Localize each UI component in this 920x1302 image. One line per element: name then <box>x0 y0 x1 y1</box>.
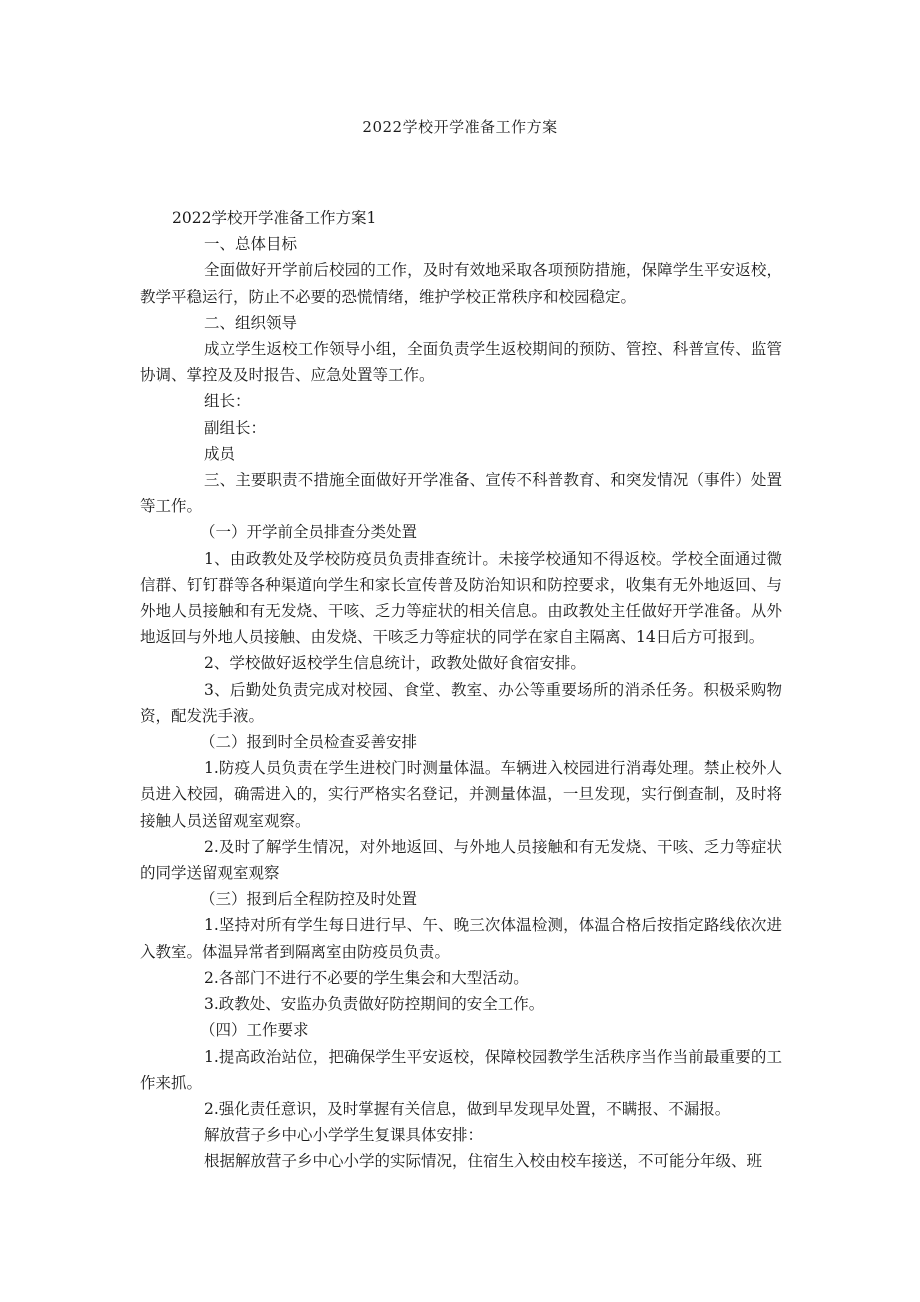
paragraph: 1.提高政治站位，把确保学生平安返校，保障校园教学生活秩序当作当前最重要的工作来抓。 <box>140 1047 782 1092</box>
paragraph: 1、由政教处及学校防疫员负责排查统计。未接学校通知不得返校。学校全面通过微信群、钉钉群等各种渠道向学生和家长宣传普及防治知识和防控要求，收集有无外地返回、与外地人员接触和有无发烧、干咳、乏力等症状的相关信息。由政教处主任做好开学准备。从外地返回与外地人员接触、由发烧、干咳乏力等症状的同学在家自主隔离、14日后方可报到。 <box>140 549 782 647</box>
paragraph: 三、主要职责不措施全面做好开学准备、宣传不科普教育、和突发情况（事件）处置等工作。 <box>140 471 782 516</box>
section-heading: 2022学校开学准备工作方案1 <box>172 209 377 227</box>
paragraph: 2.及时了解学生情况，对外地返回、与外地人员接触和有无发烧、干咳、乏力等症状的同学送留观室观察 <box>140 837 782 883</box>
paragraph: 成员 <box>204 444 236 463</box>
paragraph: 2.各部门不进行不必要的学生集会和大型活动。 <box>204 968 529 987</box>
paragraph: 2.强化责任意识，及时掌握有关信息，做到早发现早处置，不瞒报、不漏报。 <box>204 1099 731 1118</box>
paragraph: 1.防疫人员负责在学生进校门时测量体温。车辆进入校园进行消毒处理。禁止校外人员进入校园，确需进入的，实行严格实名登记，并测量体温，一旦发现，实行倒查制，及时将接触人员送留观室观察。 <box>140 759 782 830</box>
paragraph: 二、组织领导 <box>204 313 298 332</box>
paragraph: （三）报到后全程防控及时处置 <box>200 890 418 909</box>
document-title: 2022学校开学准备工作方案 <box>362 118 558 136</box>
document-body <box>140 205 782 1175</box>
paragraph: （四）工作要求 <box>200 1021 309 1040</box>
paragraph: 解放营子乡中心小学学生复课具体安排： <box>204 1126 484 1145</box>
paragraph: 1.坚持对所有学生每日进行早、午、晚三次体温检测，体温合格后按指定路线依次进入教室。体温异常者到隔离室由防疫员负责。 <box>140 916 782 961</box>
paragraph: （一）开学前全员排查分类处置 <box>200 523 418 542</box>
paragraph: 全面做好开学前后校园的工作，及时有效地采取各项预防措施，保障学生平安返校，教学平稳运行，防止不必要的恐慌情绪，维护学校正常秩序和校园稳定。 <box>140 261 782 306</box>
paragraph: （二）报到时全员检查妥善安排 <box>200 733 418 752</box>
paragraph: 2、学校做好返校学生信息统计，政教处做好食宿安排。 <box>204 654 586 673</box>
paragraph: 组长： <box>204 392 251 411</box>
paragraph: 根据解放营子乡中心小学的实际情况，住宿生入校由校车接送，不可能分年级、班 <box>204 1152 763 1171</box>
paragraph: 3、后勤处负责完成对校园、食堂、教室、办公等重要场所的消杀任务。积极采购物资，配发洗手液。 <box>140 680 782 725</box>
paragraph: 副组长： <box>204 418 267 437</box>
paragraph: 一、总体目标 <box>204 235 298 254</box>
paragraph: 成立学生返校工作领导小组，全面负责学生返校期间的预防、管控、科普宣传、监管协调、掌控及及时报告、应急处置等工作。 <box>140 340 782 385</box>
paragraph: 3.政教处、安监办负责做好防控期间的安全工作。 <box>204 995 545 1014</box>
